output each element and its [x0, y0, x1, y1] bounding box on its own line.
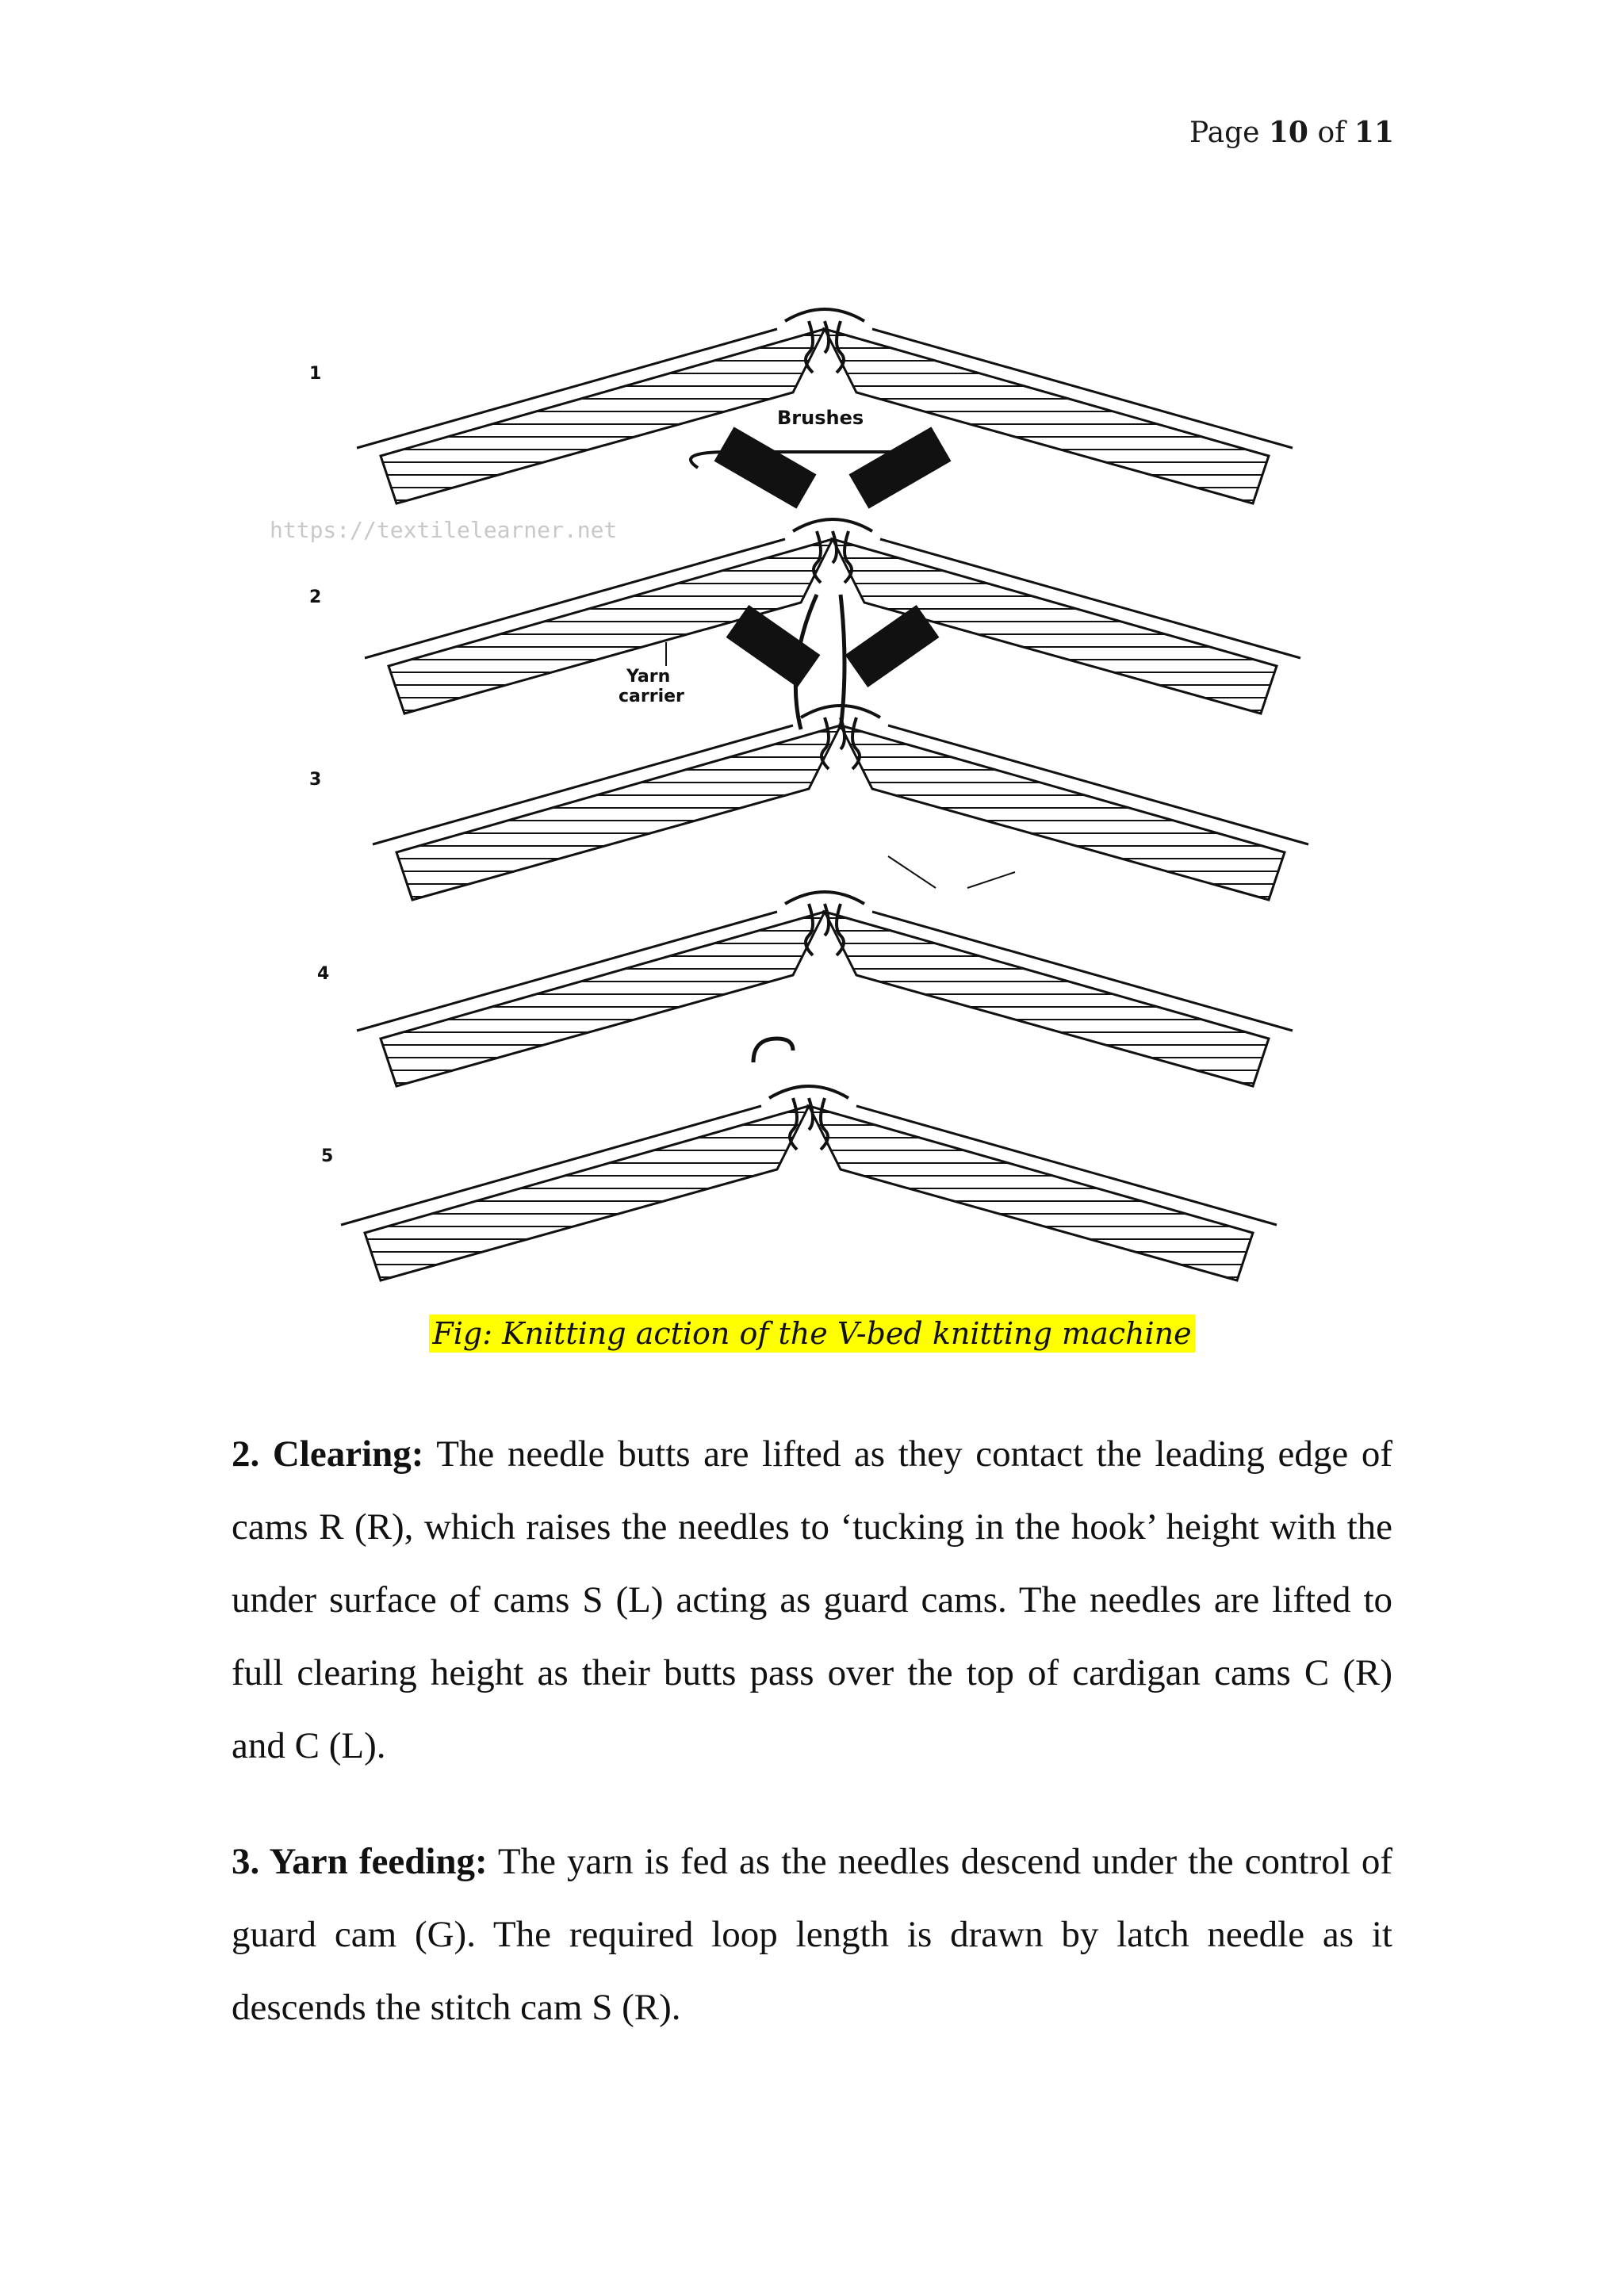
figure-step-label: 5 [321, 1146, 334, 1166]
paragraph-heading: 2. Clearing: [232, 1433, 424, 1475]
yarn-carrier-label: carrier [619, 687, 684, 706]
figure-step-label: 2 [309, 587, 322, 607]
paragraph-heading: 3. Yarn feeding: [232, 1841, 488, 1882]
paragraph-yarn-feeding [232, 1825, 1392, 2044]
figure-step-label: 1 [309, 364, 322, 384]
paragraph-body: The needle butts are lifted as they contact the leading edge of cams R (R), which raises the needles to ‘tucking in the hook’ height with the under surface of cams S (L) acting as guard cams. The needles are lifted to full clearing height as their butts pass over the top of cardigan cams C (R) and C (L). [232, 1433, 1392, 1766]
page-number: Page 10 of 11 [1189, 116, 1394, 149]
figure-step-label: 3 [309, 770, 322, 790]
brushes-label: Brushes [777, 407, 864, 429]
watermark-text: https://textilelearner.net [270, 517, 618, 543]
yarn-carrier-label: Yarn [626, 667, 671, 687]
paragraph-body: The yarn is fed as the needles descend under the control of guard cam (G). The required loop length is drawn by latch needle as it descends the stitch cam S (R). [232, 1841, 1392, 2028]
figure-caption: Fig: Knitting action of the V-bed knitting machine [0, 1316, 1624, 1351]
paragraph-clearing [232, 1418, 1392, 1782]
v-bed-knitting-figure [254, 285, 1459, 1292]
figure-step-label: 4 [317, 964, 330, 984]
